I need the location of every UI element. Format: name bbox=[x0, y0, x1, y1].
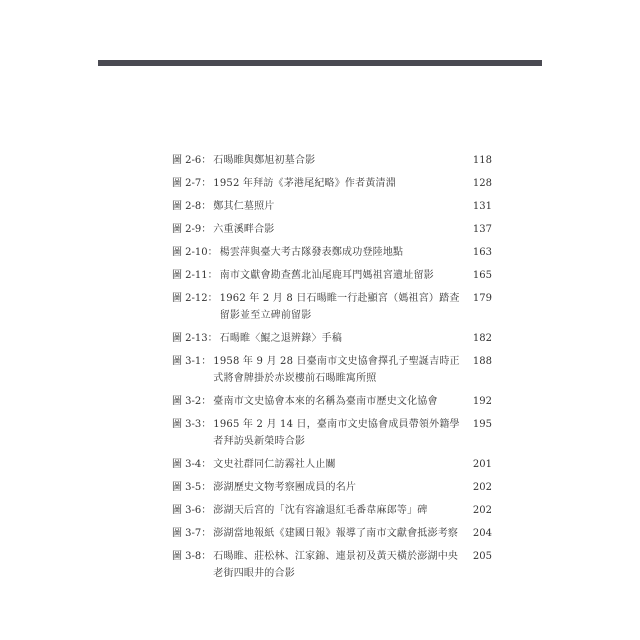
figure-caption: 文史社群同仁訪霧社人止關 bbox=[213, 459, 336, 470]
figure-number: 圖 2-12 bbox=[172, 293, 208, 304]
list-item: 圖 2-6 ： 石暘睢與鄭旭初墓合影 118 bbox=[172, 152, 490, 169]
page-number: 179 bbox=[472, 293, 492, 304]
figure-number: 圖 2-9 bbox=[172, 224, 202, 235]
figure-caption: 南市文獻會勘查舊北汕尾鹿耳門媽祖宮遺址留影 bbox=[219, 270, 434, 281]
list-item: 圖 2-9 ： 六重溪畔合影 137 bbox=[172, 221, 490, 238]
header-rule bbox=[98, 60, 542, 66]
figure-number: 圖 3-7 bbox=[172, 528, 202, 539]
figure-caption: 楊雲萍與臺大考古隊發表鄭成功登陸地點 bbox=[219, 247, 404, 258]
page-number: 165 bbox=[472, 270, 492, 281]
figure-number: 圖 2-8 bbox=[172, 201, 202, 212]
page-number: 201 bbox=[472, 459, 492, 470]
figure-number: 圖 3-2 bbox=[172, 396, 202, 407]
figure-caption: 鄭其仁墓照片 bbox=[213, 201, 275, 212]
list-item: 圖 3-6 ： 澎湖天后宮的「沈有容諭退紅毛番韋麻郎等」碑 202 bbox=[172, 502, 490, 519]
figure-caption: 1952 年拜訪《茅港尾紀略》作者黃清淵 bbox=[213, 178, 396, 189]
figure-caption: 澎湖天后宮的「沈有容諭退紅毛番韋麻郎等」碑 bbox=[213, 505, 428, 516]
list-item: 圖 2-7 ： 1952 年拜訪《茅港尾紀略》作者黃清淵 128 bbox=[172, 175, 490, 192]
figure-caption: 1962 年 2 月 8 日石暘睢一行赴顯宮（媽祖宮）踏查留影並至立碑前留影 bbox=[219, 293, 460, 321]
page-number: 182 bbox=[472, 333, 492, 344]
page-number: 202 bbox=[472, 482, 492, 493]
figure-caption: 1965 年 2 月 14 日，臺南市文史協會成員帶領外籍學者拜訪吳新榮時合影 bbox=[213, 419, 460, 447]
figure-number: 圖 2-13 bbox=[172, 333, 208, 344]
figure-caption: 六重溪畔合影 bbox=[213, 224, 275, 235]
page-number: 205 bbox=[472, 551, 492, 562]
figure-number: 圖 3-8 bbox=[172, 551, 202, 562]
list-item: 圖 3-8 ： 石暘睢、莊松林、江家錦、連景初及黃天橫於澎湖中央老街四眼井的合影 205 bbox=[172, 548, 490, 582]
page-number: 131 bbox=[472, 201, 492, 212]
figure-number: 圖 3-6 bbox=[172, 505, 202, 516]
figure-caption: 澎湖當地報紙《建國日報》報導了南市文獻會抵澎考察 bbox=[213, 528, 459, 539]
page-number: 202 bbox=[472, 505, 492, 516]
figure-number: 圖 3-5 bbox=[172, 482, 202, 493]
page-number: 204 bbox=[472, 528, 492, 539]
list-item: 圖 2-13 ： 石暘睢〈鯤之退辨錄〉手稿 182 bbox=[172, 330, 490, 347]
list-item: 圖 3-2 ： 臺南市文史協會本來的名稱為臺南市歷史文化協會 192 bbox=[172, 393, 490, 410]
list-item: 圖 3-7 ： 澎湖當地報紙《建國日報》報導了南市文獻會抵澎考察 204 bbox=[172, 525, 490, 542]
list-item: 圖 3-3 ： 1965 年 2 月 14 日，臺南市文史協會成員帶領外籍學者拜訪吳新榮時合影 195 bbox=[172, 416, 490, 450]
figure-list bbox=[172, 152, 490, 588]
figure-number: 圖 2-11 bbox=[172, 270, 208, 281]
figure-caption: 臺南市文史協會本來的名稱為臺南市歷史文化協會 bbox=[213, 396, 438, 407]
page-number: 118 bbox=[472, 155, 492, 166]
figure-caption: 1958 年 9 月 28 日臺南市文史協會擇孔子聖誕吉時正式將會牌掛於赤崁樓前石暘睢寓所照 bbox=[213, 356, 460, 384]
figure-caption: 石暘睢〈鯤之退辨錄〉手稿 bbox=[219, 333, 343, 344]
page-number: 188 bbox=[472, 356, 492, 367]
figure-number: 圖 3-4 bbox=[172, 459, 202, 470]
page-number: 163 bbox=[472, 247, 492, 258]
list-item: 圖 2-10 ： 楊雲萍與臺大考古隊發表鄭成功登陸地點 163 bbox=[172, 244, 490, 261]
page-number: 195 bbox=[472, 419, 492, 430]
list-item: 圖 3-5 ： 澎湖歷史文物考察團成員的名片 202 bbox=[172, 479, 490, 496]
figure-number: 圖 2-7 bbox=[172, 178, 202, 189]
figure-caption: 石暘睢、莊松林、江家錦、連景初及黃天橫於澎湖中央老街四眼井的合影 bbox=[213, 551, 459, 579]
figure-number: 圖 3-3 bbox=[172, 419, 202, 430]
list-item: 圖 3-4 ： 文史社群同仁訪霧社人止關 201 bbox=[172, 456, 490, 473]
list-item: 圖 2-8 ： 鄭其仁墓照片 131 bbox=[172, 198, 490, 215]
figure-number: 圖 3-1 bbox=[172, 356, 202, 367]
page-number: 137 bbox=[472, 224, 492, 235]
list-item: 圖 2-11 ： 南市文獻會勘查舊北汕尾鹿耳門媽祖宮遺址留影 165 bbox=[172, 267, 490, 284]
figure-caption: 澎湖歷史文物考察團成員的名片 bbox=[213, 482, 357, 493]
figure-caption: 石暘睢與鄭旭初墓合影 bbox=[213, 155, 316, 166]
page-number: 128 bbox=[472, 178, 492, 189]
figure-number: 圖 2-6 bbox=[172, 155, 202, 166]
figure-number: 圖 2-10 bbox=[172, 247, 208, 258]
page-number: 192 bbox=[472, 396, 492, 407]
list-item: 圖 3-1 ： 1958 年 9 月 28 日臺南市文史協會擇孔子聖誕吉時正式將會牌掛於赤崁樓前石暘睢寓所照 188 bbox=[172, 353, 490, 387]
list-item: 圖 2-12 ： 1962 年 2 月 8 日石暘睢一行赴顯宮（媽祖宮）踏查留影並至立碑前留影 179 bbox=[172, 290, 490, 324]
